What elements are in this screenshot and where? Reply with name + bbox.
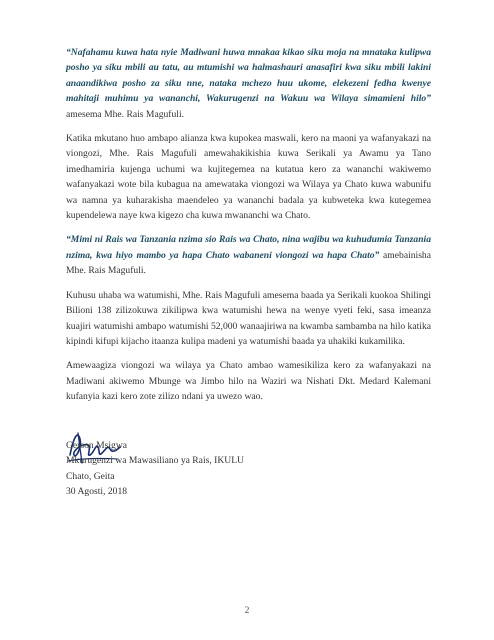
signatory-name: Gerson Msigwa	[66, 440, 128, 451]
paragraph-2: Katika mkutano huo ambapo alianza kwa kupokea maswali, kero na maoni ya wafanyakazi na viongozi, Mhe. Rais Magufuli amewahakikishia kuwa Serikali ya Awamu ya Tano imedhamiria kujenga uchumi wa kujitegemea na kutatua kero za wananchi wakiwemo wafanyakazi wote bila kubagua na amewataka viongozi wa Wilaya ya Chato kuwa wabunifu wa namna ya kuharakisha maendeleo ya wananchi badala ya kubweteka kwa kutegemea kupendelewa naye kwa kigezo cha kuwa mwananchi wa Chato.	[66, 133, 431, 222]
attribution-1: amesema Mhe. Rais Magufuli.	[66, 108, 185, 120]
paragraph-1	[66, 45, 431, 122]
signature-block	[66, 438, 316, 500]
paragraph-4: Kuhusu uhaba wa watumishi, Mhe. Rais Magufuli amesema baada ya Serikali kuokoa Shilingi Bilioni 138 zilizokuwa zikilipwa kwa watumishi hewa na wenye vyeti feki, sasa imeanza kuajiri watumishi ambapo watumishi 52,000 wanaajiriwa na kwamba sambamba na hilo katika kipindi kifupi kijacho itaanza kulipa madeni ya watumishi baada ya uhakiki kukamilika.	[66, 289, 432, 347]
page-number: 2	[244, 605, 250, 616]
quote-rais-tanzania: “Mimi ni Rais wa Tanzania nzima sio Rais wa Chato, nina wajibu wa kuhudumia Tanzania nzima, kwa hiyo mambo ya hapa Chato wabaneni viongozi wa hapa Chato”	[66, 234, 431, 261]
signatory-title: Mkurugenzi wa Mawasiliano ya Rais, IKULU	[66, 455, 244, 467]
paragraph-5: Amewaagiza viongozi wa wilaya ya Chato ambao wamesikiliza kero za wafanyakazi na Madiwani akiwemo Mbunge wa Jimbo hilo na Waziri wa Nishati Dkt. Medard Kalemani kufanyia kazi kero zote zilizo ndani ya uwezo wao.	[66, 360, 431, 403]
signature-date: 30 Agosti, 2018	[66, 486, 128, 498]
document-body	[66, 45, 431, 414]
paragraph-3	[66, 232, 431, 278]
attribution-3: amebainisha Mhe. Rais Magufuli.	[66, 249, 431, 277]
quote-madiwani: “Nafahamu kuwa hata nyie Madiwani huwa mnakaa kikao siku moja na mnataka kulipwa posho ya siku mbili au tatu, au mtumishi wa halmashauri anasafiri kwa siku mbili lakini anaandikiwa posho za siku nne, nataka mchezo huu ukome, elekezeni fedha kwenye mahitaji muhimu ya wananchi, Wakurugenzi na Wakuu wa Wilaya simamieni hilo”	[66, 47, 431, 105]
signatory-place: Chato, Geita	[66, 470, 115, 482]
